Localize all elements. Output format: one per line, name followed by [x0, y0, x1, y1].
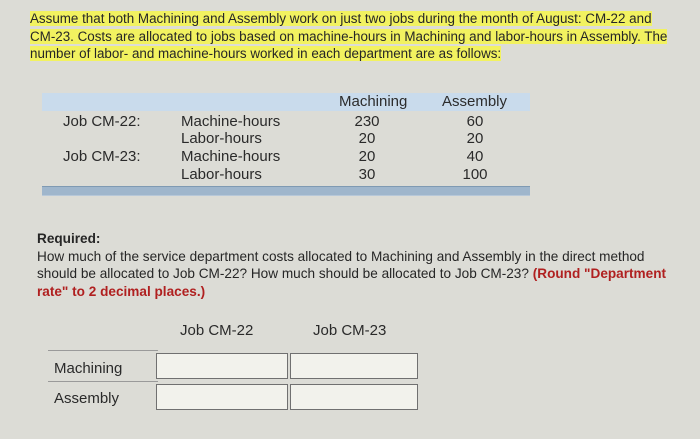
required-section — [37, 230, 677, 300]
job-cm22-label: Job CM-22: — [63, 113, 141, 130]
row-measure: Machine-hours — [181, 113, 281, 130]
problem-intro-text: Assume that both Machining and Assembly work on just two jobs during the month of August: CM-22 and CM-23. Costs are allocated to jobs based on machine-hours in Machining and labor-hours in Assembly. The number of labor- and machine-hours worked in each department are as follows: — [30, 11, 668, 61]
hours-table-footer — [42, 186, 530, 196]
cm23-machine-hours-machining: 20 — [358, 148, 376, 165]
row-measure: Labor-hours — [181, 166, 262, 183]
col-assembly-header: Assembly — [442, 93, 508, 110]
required-title: Required: — [37, 231, 101, 246]
machining-cm22-input[interactable] — [156, 353, 288, 379]
machining-cm23-input[interactable] — [290, 353, 418, 379]
col-cm23-header: Job CM-23 — [313, 322, 387, 339]
cm22-labor-hours-machining: 20 — [358, 130, 376, 147]
cm22-machine-hours-assembly: 60 — [466, 113, 484, 130]
assembly-cm23-input[interactable] — [290, 384, 418, 410]
problem-intro — [30, 10, 680, 63]
required-question — [37, 248, 677, 301]
grid-divider — [48, 350, 158, 351]
rounding-note: (Round "Department rate" to 2 decimal places.) — [37, 266, 667, 299]
row-measure: Machine-hours — [181, 148, 281, 165]
cm23-labor-hours-machining: 30 — [358, 166, 376, 183]
row-assembly-label: Assembly — [54, 390, 120, 407]
required-question-text: How much of the service department costs allocated to Machining and Assembly in the direct method should be allocated to Job CM-22? How much should be allocated to Job CM-23? — [37, 248, 645, 281]
cm23-machine-hours-assembly: 40 — [466, 148, 484, 165]
grid-divider — [48, 381, 158, 382]
col-machining-header: Machining — [339, 93, 408, 110]
cm22-labor-hours-assembly: 20 — [466, 130, 484, 147]
answer-grid — [48, 318, 420, 414]
cm22-machine-hours-machining: 230 — [354, 113, 380, 130]
job-cm23-label: Job CM-23: — [63, 148, 141, 165]
row-measure: Labor-hours — [181, 130, 262, 147]
assembly-cm22-input[interactable] — [156, 384, 288, 410]
row-machining-label: Machining — [54, 360, 123, 377]
cm23-labor-hours-assembly: 100 — [462, 166, 488, 183]
col-cm22-header: Job CM-22 — [180, 322, 254, 339]
